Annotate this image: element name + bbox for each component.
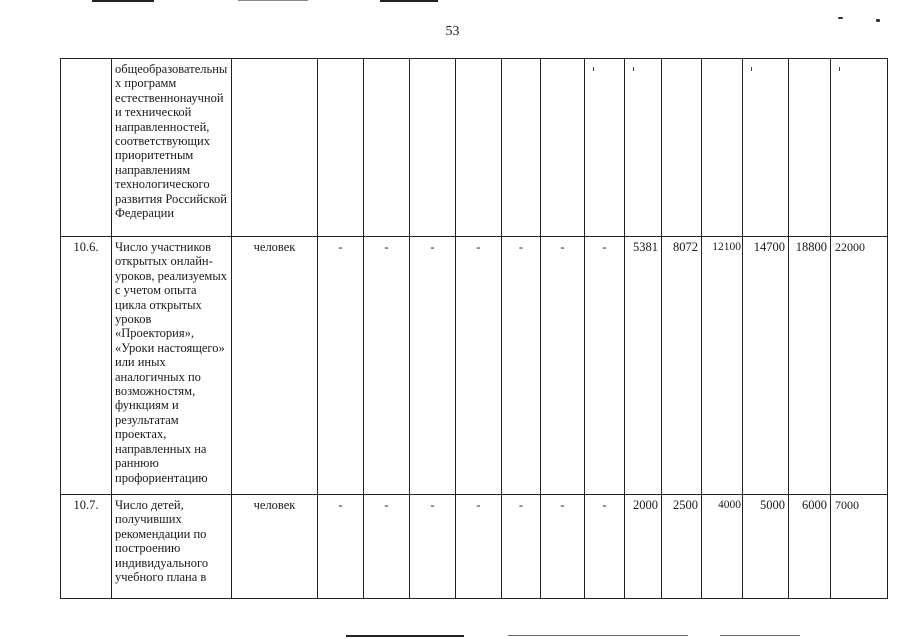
page-number: 53 — [445, 24, 460, 39]
unit-cell: человек — [232, 495, 318, 599]
year-value-cell: - — [364, 237, 410, 495]
target-value-cell — [662, 59, 702, 237]
scan-speck — [876, 19, 880, 22]
unit-cell — [232, 59, 318, 237]
row-number-cell — [61, 59, 112, 237]
year-value-cell: - — [541, 237, 585, 495]
scan-artifact-top-2 — [238, 0, 308, 1]
row-number-cell: 10.6. — [61, 237, 112, 495]
target-value-cell — [831, 59, 888, 237]
year-value-cell — [541, 59, 585, 237]
year-value-cell: - — [318, 237, 364, 495]
indicator-name-cell: общеобразовательны х программ естественнонаучной и технической направленностей, соответствующих приоритетным направлениям технологического развития Российской Федерации — [112, 59, 232, 237]
scan-tick-mark — [839, 67, 840, 71]
indicator-name-cell: Число детей, получивших рекомендации по построению индивидуального учебного плана в — [112, 495, 232, 599]
scan-tick-mark — [751, 67, 752, 71]
year-value-cell: - — [502, 495, 541, 599]
year-value-cell — [456, 59, 502, 237]
year-value-cell: - — [364, 495, 410, 599]
year-value-cell: - — [410, 237, 456, 495]
year-value-cell: - — [318, 495, 364, 599]
row-number-cell: 10.7. — [61, 495, 112, 599]
unit-cell: человек — [232, 237, 318, 495]
scan-tick-mark — [633, 67, 634, 71]
table-row — [61, 59, 888, 237]
year-value-cell — [502, 59, 541, 237]
year-value-cell — [585, 59, 625, 237]
target-value-cell: 12100 — [702, 237, 743, 495]
year-value-cell: - — [502, 237, 541, 495]
year-value-cell: - — [456, 237, 502, 495]
year-value-cell: - — [541, 495, 585, 599]
target-value-cell — [702, 59, 743, 237]
scan-speck — [838, 17, 843, 19]
year-value-cell: - — [585, 237, 625, 495]
scan-artifact-bottom-1 — [346, 635, 464, 637]
scan-artifact-top-1 — [92, 0, 154, 2]
target-value-cell: 2500 — [662, 495, 702, 599]
scan-artifact-bottom-3 — [720, 635, 800, 636]
target-value-cell — [743, 59, 789, 237]
target-value-cell: 6000 — [789, 495, 831, 599]
target-value-cell — [789, 59, 831, 237]
target-value-cell — [625, 59, 662, 237]
year-value-cell — [410, 59, 456, 237]
indicator-name-cell: Число участников открытых онлайн- уроков, реализуемых с учетом опыта цикла открытых уроков «Проектория», «Уроки настоящего» или иных аналогичных по возможностям, функциям и результатам проектах, направленных на раннюю профориентацию — [112, 237, 232, 495]
indicator-table — [60, 58, 888, 599]
scan-artifact-top-3 — [380, 0, 438, 2]
table-row — [61, 495, 888, 599]
target-value-cell: 4000 — [702, 495, 743, 599]
target-value-cell: 22000 — [831, 237, 888, 495]
year-value-cell — [318, 59, 364, 237]
target-value-cell: 5000 — [743, 495, 789, 599]
year-value-cell — [364, 59, 410, 237]
target-value-cell: 2000 — [625, 495, 662, 599]
year-value-cell: - — [456, 495, 502, 599]
year-value-cell: - — [410, 495, 456, 599]
scan-tick-mark — [593, 67, 594, 71]
target-value-cell: 18800 — [789, 237, 831, 495]
table-row — [61, 237, 888, 495]
target-value-cell: 7000 — [831, 495, 888, 599]
target-value-cell: 8072 — [662, 237, 702, 495]
target-value-cell: 14700 — [743, 237, 789, 495]
scan-artifact-bottom-2 — [508, 635, 688, 636]
year-value-cell: - — [585, 495, 625, 599]
target-value-cell: 5381 — [625, 237, 662, 495]
